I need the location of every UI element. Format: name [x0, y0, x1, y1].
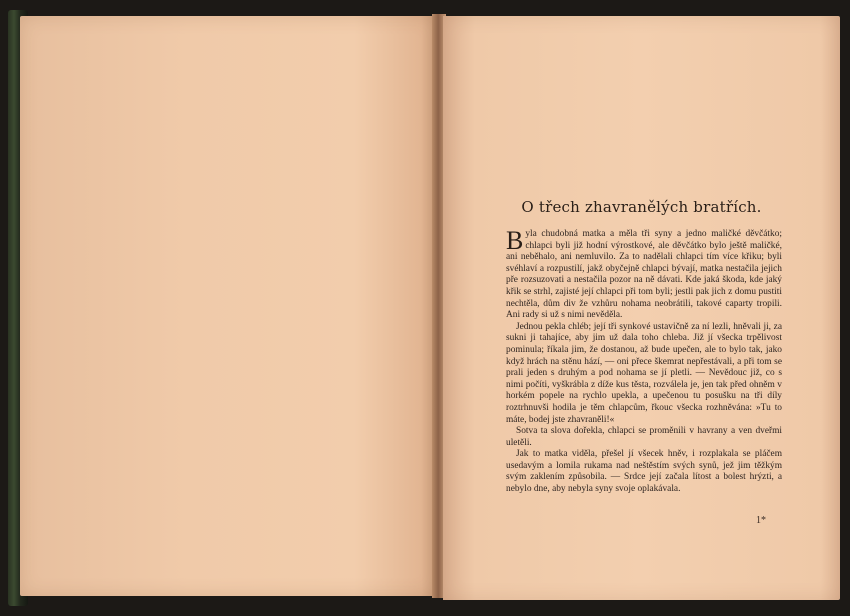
paragraph-2: Jednou pekla chléb; její tři synkové ustavičně za ní lezli, hněvali ji, za sukni ji tahajíce, aby jim už dala toho chleba. Již jí všecka trpělivost pominula; říkala jim, že dostanou, až bude upečen, ale to bylo tak, jako když hrách na stěnu hází, — oni přece škemrat nepřestávali, a při tom se prali jeden s druhým a pod nohama se jí pletli. — Nevědouc již, co s nimi počíti, vyškrábla z díže kus těsta, rozválela je, jen tak před ohněm v horkém popele na rychlo upekla, a upečenou tu posušku na tři díly roztrhnuvši hodila je těm chlapcům, řkouc všecka rozhněvána: »Tu to máte, bodej jste zhavraněli!«	[506, 321, 782, 425]
left-page	[20, 16, 438, 596]
drop-cap: B	[506, 226, 524, 255]
body-text	[506, 226, 782, 496]
paragraph-1-text: yla chudobná matka a měla tři syny a jedno maličké děvčátko; chlapci byli již hodní výrostkové, ale děvčátko bylo ještě maličké, ani neběhalo, ani nemluvilo. Za to nadělali chlapci tím více křiku; byli svéhlaví a rozpustilí, jakž obyčejně chlapci bývají, matka nestačila jejich pře rozsuzovati a nestačila pozor na ně dávati. Kde jaká škoda, kde jaký křik se strhl, zajisté její chlapci při tom byli; jestli pak jich z domu pustiti nechtěla, dům div že vzhůru nohama neobrátili, takové caparty tropili. Ani rady si už s nimi nevěděla.	[506, 229, 782, 321]
paragraph-1	[506, 226, 782, 322]
chapter-title: O třech zhavranělých bratřích.	[521, 198, 762, 216]
paragraph-3: Sotva ta slova dořekla, chlapci se proměnili v havrany a ven dveřmi uletěli.	[506, 426, 782, 448]
page-number: 1*	[756, 515, 766, 526]
paragraph-4: Jak to matka viděla, přešel jí všecek hněv, i rozplakala se pláčem usedavým a lomila rukama nad neštěstím svých synů, jež jim těžkým svým zaklením způsobila. — Srdce její začala lítost a bolest hrýzti, a nebylo dne, aby nebyla syny svoje oplakávala.	[506, 449, 782, 495]
